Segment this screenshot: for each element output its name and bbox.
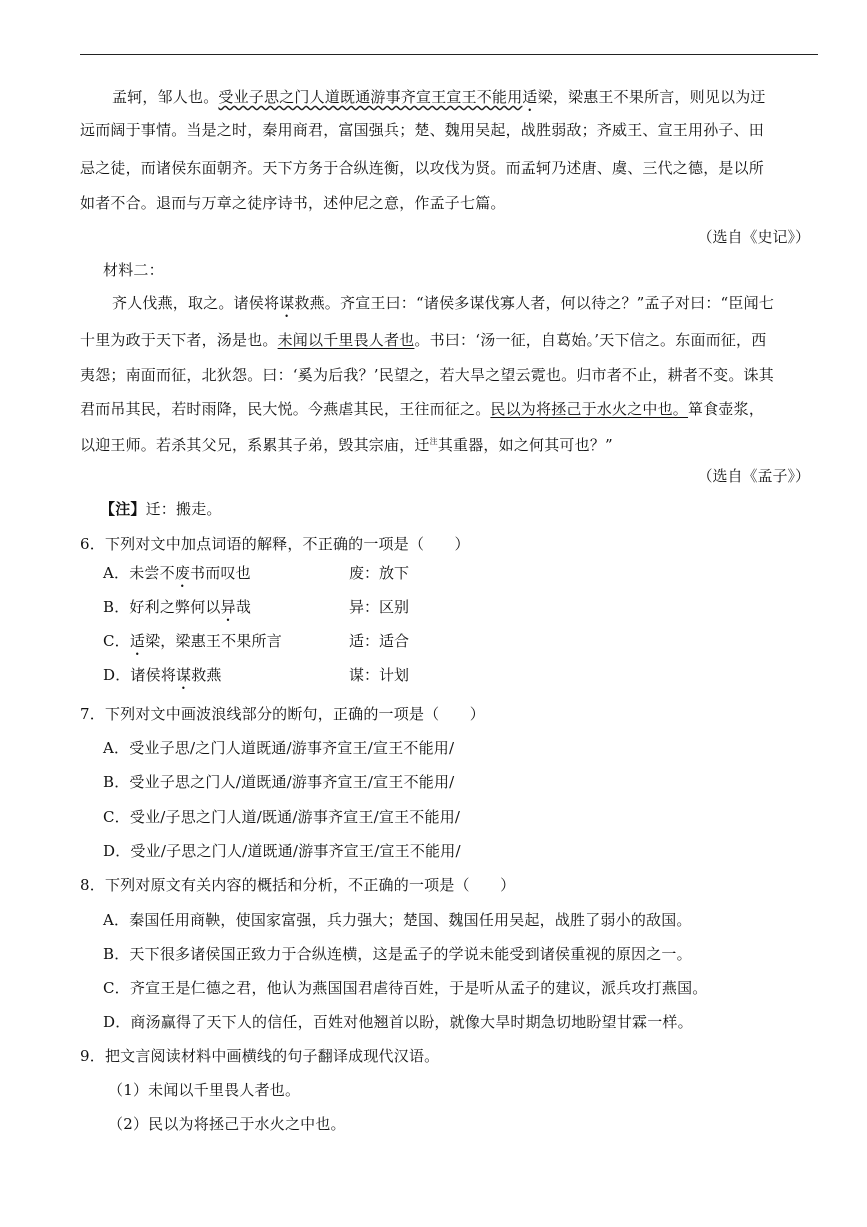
passage2-line5: 以迎王师。若杀其父兄，系累其子弟，毁其宗庙，迁$^注$其重器，如之何其可也？” (80, 436, 613, 454)
q8-option-d: D．商汤赢得了天下人的信任，百姓对他翘首以盼，就像大旱时期急切地盼望甘霖一样。 (103, 1013, 693, 1031)
passage1-line1: 孟轲，邹人也。受业子思之门人道既通游事齐宣王宣王不能用适梁，梁惠王不果所言，则见以为迂 (112, 88, 766, 106)
dotted-word: 谋 (279, 294, 295, 312)
source-mengzi: （选自《孟子》） (697, 467, 810, 485)
q8-option-c: C．齐宣王是仁德之君，他认为燕国国君虐待百姓，于是听从孟子的建议，派兵攻打燕国。 (103, 979, 708, 997)
q6-option-c-explanation: 适：适合 (349, 632, 410, 650)
source-shiji: （选自《史记》） (697, 228, 810, 246)
q9-item-1: （1）未闻以千里畏人者也。 (108, 1081, 301, 1099)
material2-label: 材料二： (103, 261, 164, 279)
passage2-line3: 夷怨；南面而征，北狄怨。曰：‘奚为后我？’民望之，若大旱之望云霓也。归市者不止，耕者不变。诛其 (80, 366, 774, 384)
passage2-line2: 十里为政于天下者，汤是也。未闻以千里畏人者也。书曰：‘汤一征，自葛始。’天下信之。东面而征，西 (80, 331, 767, 349)
q7-option-c: C．受业/子思之门人道/既通/游事齐宣王/宣王不能用/ (103, 808, 461, 826)
q6-option-d-explanation: 谋：计划 (349, 666, 410, 684)
underlined-sentence-1: 未闻以千里畏人者也 (277, 331, 415, 349)
q8-option-a: A．秦国任用商鞅，使国家富强，兵力强大；楚国、魏国任用吴起，战胜了弱小的敌国。 (103, 911, 692, 929)
q6-option-d: D．诸侯将谋救燕 (103, 666, 222, 684)
underlined-sentence-2: 民以为将拯己于水火之中也。 (490, 400, 689, 418)
passage2-line4: 君而吊其民，若时雨降，民大悦。今燕虐其民，王往而征之。民以为将拯己于水火之中也。箪食壶浆， (80, 400, 765, 418)
q7-option-b: B．受业子思之门人/道既通/游事齐宣王/宣王不能用/ (103, 773, 455, 791)
q6-option-b-explanation: 异：区别 (349, 598, 410, 616)
dotted-word: 适 (522, 88, 538, 106)
question-9-stem: 9．把文言阅读材料中画横线的句子翻译成现代汉语。 (80, 1047, 440, 1065)
question-6-stem: 6．下列对文中加点词语的解释，不正确的一项是（ ） (80, 535, 470, 553)
question-7-stem: 7．下列对文中画波浪线部分的断句，正确的一项是（ ） (80, 705, 485, 723)
q6-option-c: C．适梁，梁惠王不果所言 (103, 632, 282, 650)
q7-option-a: A．受业子思/之门人道既通/游事齐宣王/宣王不能用/ (103, 739, 455, 757)
q6-option-a: A．未尝不废书而叹也 (103, 564, 251, 582)
passage1-line3: 忌之徒，而诸侯东面朝齐。天下方务于合纵连衡，以攻伐为贤。而孟轲乃述唐、虞、三代之德，是以所 (80, 159, 765, 177)
header-rule (80, 54, 818, 55)
q8-option-b: B．天下很多诸侯国正致力于合纵连横，这是孟子的学说未能受到诸侯重视的原因之一。 (103, 945, 692, 963)
footnote-marker: 注 (429, 437, 438, 446)
footnote: 【注】迁：搬走。 (100, 500, 222, 518)
q9-item-2: （2）民以为将拯己于水火之中也。 (108, 1115, 346, 1133)
q7-option-d: D．受业/子思之门人/道既通/游事齐宣王/宣王不能用/ (103, 842, 461, 860)
wavy-underlined-phrase: 受业子思之门人道既通游事齐宣王宣王不能用 (218, 88, 523, 106)
passage1-line2: 远而阔于事情。当是之时，秦用商君，富国强兵；楚、魏用吴起，战胜弱敌；齐威王、宣王用孙子、田 (80, 121, 765, 139)
q6-option-a-explanation: 废：放下 (349, 564, 410, 582)
question-8-stem: 8．下列对原文有关内容的概括和分析，不正确的一项是（ ） (80, 876, 516, 894)
passage2-line1: 齐人伐燕，取之。诸侯将谋救燕。齐宣王曰：“诸侯多谋伐寡人者，何以待之？”孟子对曰：“臣闻七 (112, 294, 775, 312)
passage1-line4: 如者不合。退而与万章之徒序诗书，述仲尼之意，作孟子七篇。 (80, 194, 506, 212)
q6-option-b: B．好利之弊何以异哉 (103, 598, 252, 616)
